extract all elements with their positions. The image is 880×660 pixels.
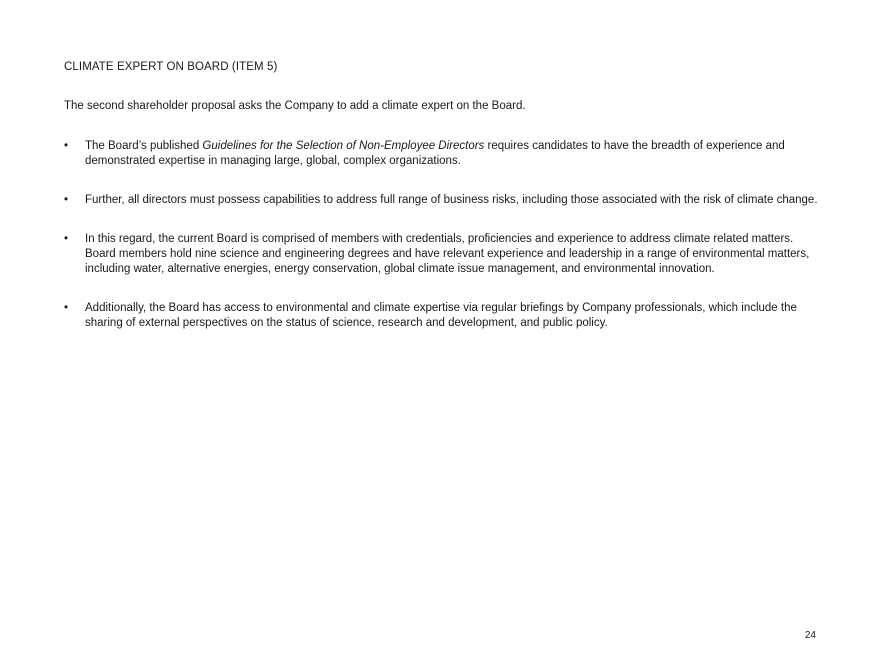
bullet-marker: • [64,233,69,245]
bullet-item-business-risks [64,193,824,208]
bullet-text [85,140,785,167]
bullet-text-before: The Board’s published [85,140,203,152]
bullet-item-guidelines [64,139,824,169]
guidelines-title: Guidelines for the Selection of Non-Employee Directors [202,140,485,152]
bullet-item-briefings [64,301,824,331]
bullet-list [64,139,824,355]
page-number: 24 [804,630,816,641]
bullet-marker: • [64,194,69,206]
bullet-marker: • [64,302,69,314]
bullet-text: Additionally, the Board has access to environmental and climate expertise via regular briefings by Company professionals, which include the sharing of external perspectives on the status of science, research and development, and public policy. [85,302,797,329]
bullet-marker: • [64,140,69,152]
section-heading: CLIMATE EXPERT ON BOARD (ITEM 5) [64,61,278,73]
intro-paragraph: The second shareholder proposal asks the Company to add a climate expert on the Board. [64,100,526,112]
bullet-item-board-credentials [64,232,824,277]
bullet-text: Further, all directors must possess capabilities to address full range of business risks, including those associated with the risk of climate change. [85,194,818,206]
bullet-text: In this regard, the current Board is comprised of members with credentials, proficiencies and experience to address climate related matters. Board members hold nine science and engineering degrees and have relevant experience and leadership in a range of environmental matters, including water, alternative energies, energy conservation, global climate issue management, and environmental innovation. [85,233,810,275]
bullet-text-after: requires candidates to have the breadth of experience and demonstrated expertise in managing large, global, complex organizations. [85,140,785,167]
